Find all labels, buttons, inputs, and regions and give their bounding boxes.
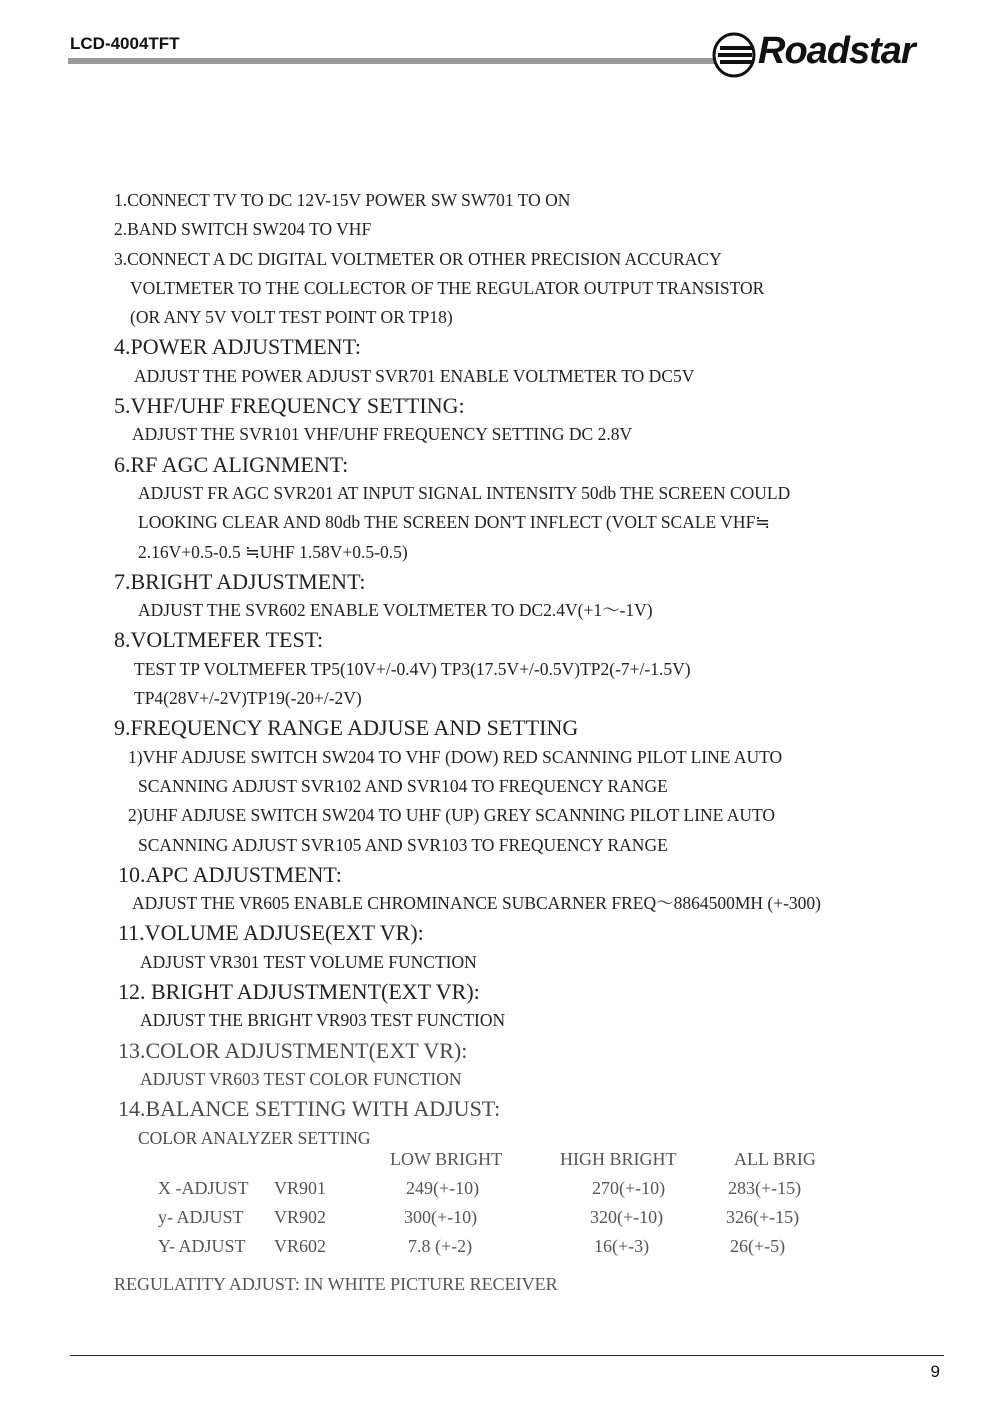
procedure-line: ADJUST VR301 TEST VOLUME FUNCTION: [140, 951, 477, 972]
procedure-line: ADJUST THE POWER ADJUST SVR701 ENABLE VOLTMETER TO DC5V: [134, 365, 695, 386]
procedure-line: TEST TP VOLTMEFER TP5(10V+/-0.4V) TP3(17.5V+/-0.5V)TP2(-7+/-1.5V): [134, 658, 691, 679]
procedure-line: SCANNING ADJUST SVR102 AND SVR104 TO FREQUENCY RANGE: [138, 775, 668, 796]
table-cell-low: 7.8 (+-2): [408, 1235, 473, 1256]
header-rule: [68, 58, 716, 64]
procedure-line: 1)VHF ADJUSE SWITCH SW204 TO VHF (DOW) RED SCANNING PILOT LINE AUTO: [128, 746, 783, 767]
section-heading: 11.VOLUME ADJUSE(EXT VR):: [118, 920, 424, 946]
table-cell-high: 16(+-3): [594, 1235, 650, 1256]
table-row-label: Y- ADJUST: [158, 1235, 246, 1256]
table-header-all: ALL BRIG: [734, 1148, 816, 1169]
procedure-line: ADJUST FR AGC SVR201 AT INPUT SIGNAL INTENSITY 50db THE SCREEN COULD: [138, 482, 791, 503]
procedure-line: ADJUST THE SVR101 VHF/UHF FREQUENCY SETTING DC 2.8V: [132, 424, 633, 445]
procedure-line: 2.BAND SWITCH SW204 TO VHF: [114, 219, 372, 240]
procedure-line: ADJUST THE BRIGHT VR903 TEST FUNCTION: [140, 1010, 506, 1031]
section-heading: 4.POWER ADJUSTMENT:: [114, 334, 362, 360]
table-header-low: LOW BRIGHT: [390, 1148, 503, 1169]
procedure-line: COLOR ANALYZER SETTING: [138, 1127, 371, 1148]
section-heading: 12. BRIGHT ADJUSTMENT(EXT VR):: [118, 979, 480, 1005]
page-number: 9: [930, 1362, 940, 1381]
table-cell-low: 249(+-10): [406, 1177, 480, 1198]
section-heading: 8.VOLTMEFER TEST:: [114, 627, 324, 653]
section-heading: 5.VHF/UHF FREQUENCY SETTING:: [114, 393, 465, 419]
procedure-lines: [114, 186, 914, 1153]
table-row-vr: VR602: [274, 1235, 327, 1256]
table-row-label: y- ADJUST: [158, 1206, 244, 1227]
table-header-high: HIGH BRIGHT: [560, 1148, 677, 1169]
procedure-line: 3.CONNECT A DC DIGITAL VOLTMETER OR OTHER PRECISION ACCURACY: [114, 248, 722, 269]
procedure-line: VOLTMETER TO THE COLLECTOR OF THE REGULATOR OUTPUT TRANSISTOR: [130, 277, 765, 298]
procedure-line: 2)UHF ADJUSE SWITCH SW204 TO UHF (UP) GREY SCANNING PILOT LINE AUTO: [128, 805, 776, 826]
procedure-line: ADJUST VR603 TEST COLOR FUNCTION: [140, 1068, 462, 1089]
table-cell-low: 300(+-10): [404, 1206, 478, 1227]
procedure-line: ADJUST THE SVR602 ENABLE VOLTMETER TO DC2.4V(+1～-1V): [138, 600, 653, 621]
section-heading: 14.BALANCE SETTING WITH ADJUST:: [118, 1096, 501, 1122]
section-heading: 13.COLOR ADJUSTMENT(EXT VR):: [118, 1037, 468, 1063]
brand-swoosh-icon: [712, 30, 760, 80]
footer-rule: [70, 1355, 944, 1356]
table-cell-all: 326(+-15): [726, 1206, 800, 1227]
procedure-line: LOOKING CLEAR AND 80db THE SCREEN DON'T INFLECT (VOLT SCALE VHF≒: [138, 512, 770, 533]
table-row-vr: VR902: [274, 1206, 327, 1227]
procedure-line: 1.CONNECT TV TO DC 12V-15V POWER SW SW701 TO ON: [114, 190, 571, 210]
procedure-line: 2.16V+0.5-0.5 ≒UHF 1.58V+0.5-0.5): [138, 541, 408, 562]
table-cell-all: 26(+-5): [730, 1235, 786, 1256]
table-row-label: X -ADJUST: [158, 1177, 249, 1198]
model-number: LCD-4004TFT: [70, 34, 180, 53]
section-heading: 6.RF AGC ALIGNMENT:: [114, 451, 349, 477]
procedure-line: (OR ANY 5V VOLT TEST POINT OR TP18): [130, 307, 453, 328]
procedure-line: TP4(28V+/-2V)TP19(-20+/-2V): [134, 688, 362, 709]
procedure-line: SCANNING ADJUST SVR105 AND SVR103 TO FREQUENCY RANGE: [138, 834, 668, 855]
balance-table: [114, 1148, 914, 1270]
table-cell-high: 320(+-10): [590, 1206, 664, 1227]
brand-logo: [712, 30, 952, 80]
procedure-content: [114, 186, 914, 1299]
section-heading: 7.BRIGHT ADJUSTMENT:: [114, 568, 366, 594]
footer-note: REGULATITY ADJUST: IN WHITE PICTURE RECEIVER: [114, 1273, 558, 1294]
procedure-line: ADJUST THE VR605 ENABLE CHROMINANCE SUBCARNER FREQ～8864500MH (+-300): [132, 893, 822, 914]
section-heading: 9.FREQUENCY RANGE ADJUSE AND SETTING: [114, 715, 579, 741]
section-heading: 10.APC ADJUSTMENT:: [118, 861, 342, 887]
table-cell-all: 283(+-15): [728, 1177, 802, 1198]
table-cell-high: 270(+-10): [592, 1177, 666, 1198]
table-row-vr: VR901: [274, 1177, 327, 1198]
brand-wordmark: Roadstar: [758, 30, 915, 72]
